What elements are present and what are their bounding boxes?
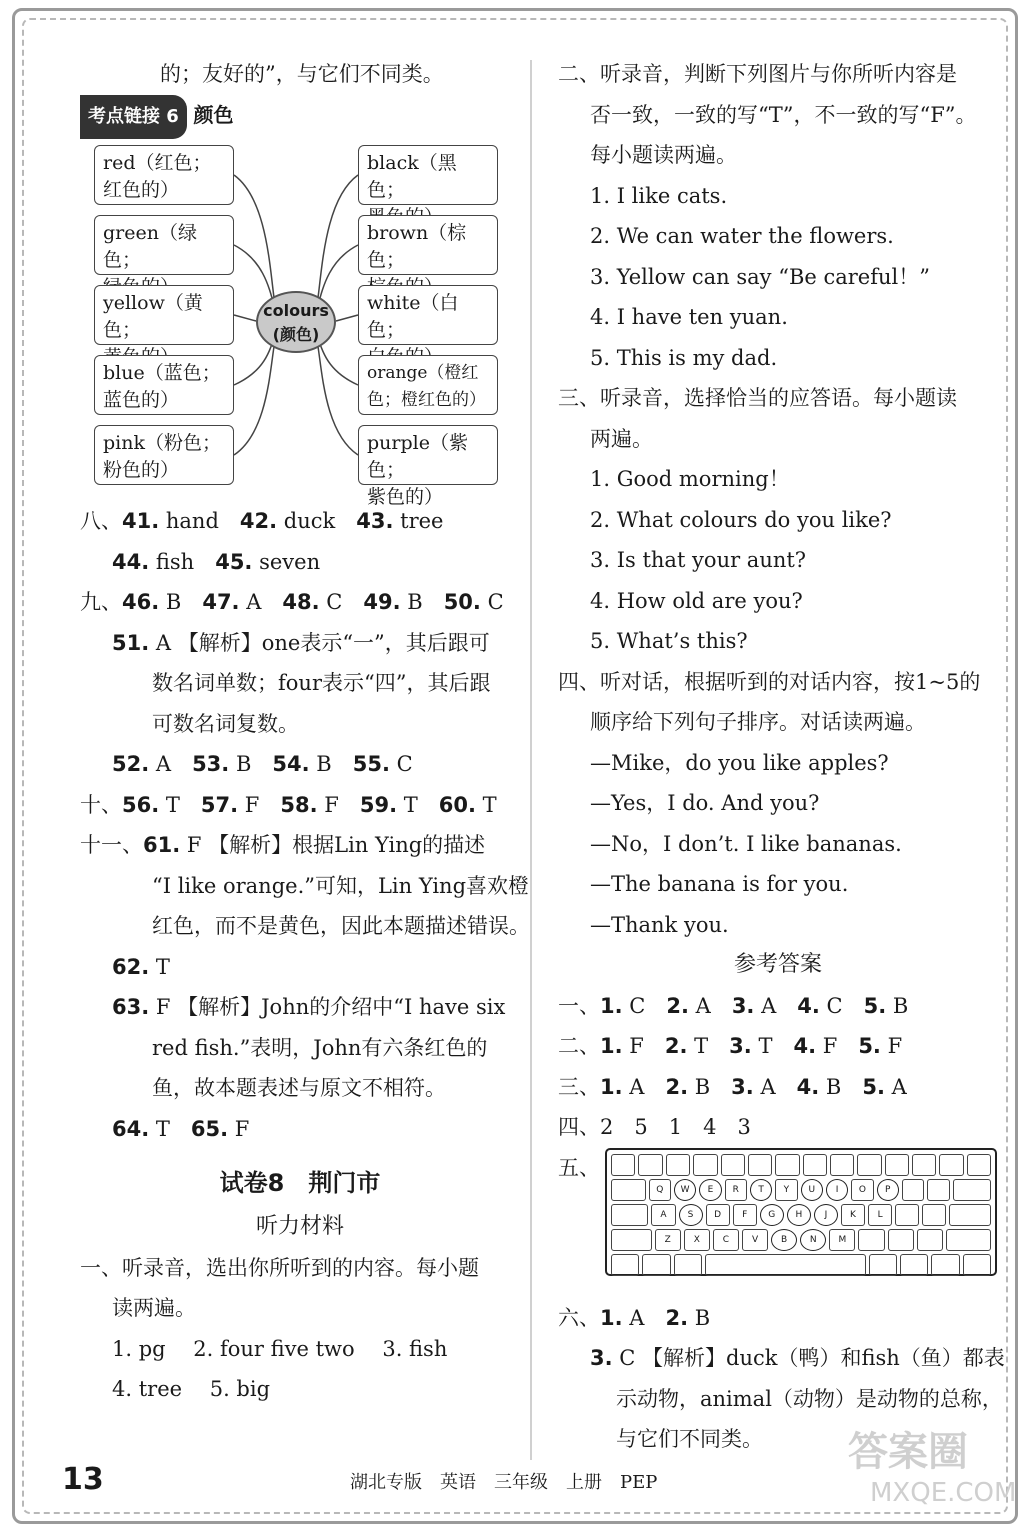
q-ans: A: [695, 993, 711, 1018]
q-num: 3.: [731, 993, 755, 1018]
mm-white-l1: white（白色；: [367, 292, 459, 341]
q-ans: A: [246, 590, 262, 614]
q-num: 3.: [731, 1074, 754, 1099]
keyboard-key: [611, 1179, 646, 1201]
keyboard-key: [857, 1154, 881, 1176]
section-label: 二、: [558, 1034, 600, 1058]
part1-items2: 4. tree 5. big: [112, 1377, 271, 1401]
q-num: 50.: [443, 590, 481, 614]
q-num: 43.: [356, 509, 394, 533]
section-8-row2: [80, 542, 520, 583]
part4-item: —Thank you.: [590, 912, 729, 937]
q-ans: B: [407, 590, 423, 614]
mm-pink-l1: pink（粉色；: [103, 432, 221, 454]
section-label: 八、: [80, 509, 122, 533]
mm-purple-l2: 紫色的）: [367, 486, 444, 508]
answer-row-5: [558, 1148, 998, 1298]
q-num: 46.: [122, 590, 160, 614]
section-label: 六、: [558, 1305, 600, 1330]
part4-item: —Mike，do you like apples?: [590, 750, 889, 775]
keyboard-row-2: [611, 1179, 991, 1201]
q-ans: seven: [259, 549, 321, 574]
keyboard-key: [902, 1179, 924, 1201]
left-column: [80, 54, 530, 1410]
mm-purple-l1: purple（紫色；: [367, 432, 468, 481]
q-ans: C: [326, 590, 343, 614]
keyboard-key-z: Z: [655, 1229, 681, 1251]
q-num: 3.: [729, 1034, 752, 1058]
q-num: 4.: [793, 1034, 817, 1058]
keyboard-key-j: J: [814, 1204, 838, 1226]
mm-red-l1: red（红色；: [103, 152, 212, 174]
watermark-url: MXQE.COM: [870, 1478, 1017, 1508]
keyboard-key-u: U: [801, 1179, 823, 1201]
part2-heading3: 每小题读两遍。: [590, 143, 737, 167]
part3-heading2: 两遍。: [590, 426, 653, 451]
q-num: 54.: [272, 752, 310, 776]
keyboard-key: [869, 1254, 897, 1276]
section-label: 十一、: [80, 833, 143, 857]
keyboard-key-x: X: [684, 1229, 710, 1251]
keyboard-key: [922, 1204, 946, 1226]
part2-heading2: 否一致，一致的写“T”，不一致的写“F”。: [590, 102, 977, 127]
section-label: 九、: [80, 590, 122, 614]
q-num: 2.: [666, 993, 689, 1018]
q-ans: A: [629, 1074, 645, 1099]
q-num: 1.: [600, 1305, 623, 1330]
keyboard-key: [674, 1254, 702, 1276]
q63-text: F 【解析】John的介绍中“I have six: [155, 995, 506, 1019]
q-ans: C: [826, 993, 843, 1018]
keyboard-key: [611, 1154, 635, 1176]
mm-black-l1: black（黑色；: [367, 152, 457, 201]
keyboard-key-d: D: [706, 1204, 730, 1226]
keyboard-key-g: G: [760, 1204, 784, 1226]
q-ans: hand: [165, 509, 219, 533]
section-10: [80, 785, 520, 826]
keyboard-key: [885, 1154, 909, 1176]
keyboard-key-o: O: [851, 1179, 873, 1201]
part3-item: 2. What colours do you like?: [590, 507, 892, 532]
keyboard-key-l: L: [868, 1204, 892, 1226]
q-ans: T: [482, 792, 497, 817]
keyboard-key-e: E: [699, 1179, 721, 1201]
q3-line2: 示动物，animal（动物）是动物的总称，: [616, 1386, 1003, 1411]
keyboard-key: [748, 1154, 772, 1176]
answer-row-2: [558, 1026, 998, 1067]
q63-line3: 鱼，故本题表述与原文不相符。: [152, 1076, 446, 1100]
keyboard-key: [931, 1254, 959, 1276]
q-num: 52.: [112, 752, 150, 776]
colour-mindmap: [80, 141, 500, 508]
mindmap-brown: [358, 215, 498, 275]
keyboard-key: [953, 1179, 992, 1201]
q-ans: B: [235, 752, 252, 776]
keyboard-key: [721, 1154, 745, 1176]
keyboard-key-c: C: [713, 1229, 739, 1251]
part4-item: —The banana is for you.: [590, 872, 849, 896]
part1-heading: 一、听录音，选出你所听到的内容。每小题: [80, 1255, 479, 1280]
keyboard-key: [611, 1254, 639, 1276]
q51-text: A 【解析】one表示“一”，其后跟可: [155, 630, 490, 655]
part3-heading: 三、听录音，选择恰当的应答语。每小题读: [558, 386, 957, 410]
q-ans: B: [694, 1305, 711, 1330]
answer-6-q3: [558, 1338, 1005, 1379]
q-ans: F: [244, 792, 260, 817]
keyboard-key: [967, 1154, 991, 1176]
q-ans: T: [403, 792, 418, 817]
keyboard-key-t: T: [750, 1179, 772, 1201]
q-ans: A: [761, 993, 777, 1018]
q-ans: T: [694, 1034, 709, 1058]
q-num: 60.: [438, 792, 476, 817]
keyboard-spacebar: [705, 1254, 865, 1276]
q-ans: A: [760, 1074, 776, 1099]
q-num: 65.: [190, 1116, 229, 1141]
watermark-logo: 答案圈: [848, 1429, 968, 1475]
section-9-row1: [80, 582, 520, 623]
q-num: 51.: [112, 630, 150, 655]
q-ans: A: [155, 752, 172, 776]
q64-65: [80, 1109, 520, 1150]
mindmap-black: [358, 145, 498, 205]
keyboard-key: [917, 1229, 943, 1251]
q-ans: fish: [155, 549, 195, 574]
q-num: 47.: [202, 590, 240, 614]
q3-line3: 与它们不同类。: [616, 1427, 763, 1451]
keyboard-row-5: [611, 1254, 991, 1276]
keyboard-key-s: S: [679, 1204, 703, 1226]
mm-red-l2: 红色的）: [103, 179, 180, 201]
mindmap-yellow: [94, 285, 234, 345]
keyboard-key-w: W: [674, 1179, 696, 1201]
q-ans: A: [891, 1074, 907, 1099]
mindmap-red: [94, 145, 234, 205]
q-ans: C: [487, 590, 504, 614]
keyboard-key: [803, 1154, 827, 1176]
q-num: 1.: [600, 1074, 623, 1099]
q-num: 48.: [282, 590, 320, 614]
keyboard-diagram: [605, 1148, 997, 1276]
part2-heading: 二、听录音，判断下列图片与你所听内容是: [558, 62, 957, 86]
keyboard-key-f: F: [733, 1204, 757, 1226]
q3-text: C 【解析】duck（鸭）和fish（鱼）都表: [619, 1346, 1005, 1370]
part3-item: 3. Is that your aunt?: [590, 548, 807, 572]
q-num: 53.: [192, 752, 230, 776]
knowledge-link: [80, 95, 520, 140]
mindmap-green: [94, 215, 234, 275]
keyboard-key: [949, 1204, 991, 1226]
q61-text: F 【解析】根据Lin Ying的描述: [186, 833, 486, 857]
q-num: 45.: [215, 549, 253, 574]
q-num: 3.: [590, 1346, 613, 1370]
keyboard-key-m: M: [829, 1229, 855, 1251]
q-ans: C: [629, 993, 646, 1018]
q62: [80, 947, 520, 988]
answer-row-6: [558, 1298, 998, 1339]
section-label: 五、: [558, 1155, 600, 1180]
q-num: 57.: [200, 792, 239, 817]
mm-orange-l2: 色；橙红色的）: [367, 390, 486, 410]
q-num: 5.: [863, 993, 887, 1018]
q-ans: F: [324, 792, 339, 817]
keyboard-key: [946, 1229, 991, 1251]
keyboard-key-b: B: [771, 1229, 797, 1251]
keyboard-key: [638, 1154, 662, 1176]
section-label: 四、: [558, 1115, 600, 1139]
keyboard-key: [858, 1229, 884, 1251]
q-num: 42.: [239, 509, 278, 533]
mindmap-orange: [358, 355, 498, 415]
q-ans: F: [887, 1034, 903, 1058]
q-ans: F: [822, 1034, 838, 1058]
knowledge-tag: 考点链接 6: [80, 95, 187, 140]
part3-item: 1. Good morning！: [590, 467, 790, 491]
q-num: 58.: [280, 792, 318, 817]
answer-row-3: [558, 1067, 998, 1108]
answer-row-4: [558, 1107, 998, 1148]
knowledge-title: 颜色: [193, 102, 234, 127]
q-num: 5.: [858, 1034, 881, 1058]
q-ans: T: [165, 792, 180, 817]
right-column: [558, 54, 1005, 1460]
mindmap-white: [358, 285, 498, 345]
keyboard-key-a: A: [651, 1204, 675, 1226]
q-ans: duck: [283, 509, 336, 533]
mindmap-center: [256, 291, 336, 353]
keyboard-key: [830, 1154, 854, 1176]
q-ans: B: [165, 590, 182, 614]
keyboard-key: [611, 1204, 648, 1226]
q61-line2: “I like orange.”可知，Lin Ying喜欢橙: [152, 873, 530, 898]
q-num: 41.: [122, 509, 160, 533]
part3-item: 5. What’s this?: [590, 629, 748, 653]
page-number: 13: [62, 1462, 104, 1497]
mm-center-en: colours: [263, 301, 329, 320]
answer-title: 参考答案: [733, 952, 822, 977]
part4-heading: 四、听对话，根据听到的对话内容，按1~5的: [558, 669, 981, 694]
q-num: 62.: [112, 954, 150, 979]
keyboard-key-r: R: [725, 1179, 747, 1201]
section-label: 十、: [80, 792, 122, 817]
q-num: 63.: [112, 995, 150, 1019]
q-ans: tree: [400, 509, 444, 533]
q-ans: T: [155, 1116, 170, 1141]
mm-pink-l2: 粉色的）: [103, 459, 180, 481]
q-num: 4.: [797, 993, 820, 1018]
q-num: 1.: [600, 1034, 623, 1058]
keyboard-key: [775, 1154, 799, 1176]
part2-item: 1. I like cats.: [590, 183, 728, 208]
mm-blue-l2: 蓝色的）: [103, 389, 180, 411]
q-num: 4.: [796, 1074, 820, 1099]
keyboard-row-3: [611, 1204, 991, 1226]
q-ans: F: [629, 1034, 644, 1058]
keyboard-key-h: H: [787, 1204, 811, 1226]
q61: [80, 825, 520, 866]
q-num: 59.: [359, 792, 398, 817]
part4-item: —No，I don’t. I like bananas.: [590, 831, 902, 856]
keyboard-key: [642, 1254, 670, 1276]
q-ans: T: [758, 1034, 773, 1058]
q-ans: T: [155, 954, 170, 979]
q63: [80, 987, 520, 1028]
q-num: 49.: [363, 590, 401, 614]
q-num: 2.: [665, 1074, 689, 1099]
keyboard-key: [888, 1229, 914, 1251]
mm-brown-l1: brown（棕色；: [367, 222, 467, 271]
keyboard-row-1: [611, 1154, 991, 1176]
keyboard-key: [666, 1154, 690, 1176]
q51: [80, 623, 520, 664]
q-ans: F: [234, 1116, 250, 1141]
keyboard-key-y: Y: [775, 1179, 797, 1201]
section-9-row2: [80, 744, 520, 785]
q-num: 2.: [665, 1305, 689, 1330]
part1-items1: 1. pg 2. four five two 3. fish: [112, 1336, 448, 1361]
q-ans: B: [316, 752, 332, 776]
listening-title: 听力材料: [255, 1214, 344, 1239]
q-num: 44.: [112, 549, 150, 574]
footer-info: 湖北专版 英语 三年级 上册 PEP: [350, 1472, 658, 1493]
mm-yellow-l1: yellow（黄色；: [103, 292, 203, 341]
q-ans: B: [892, 993, 909, 1018]
part2-item: 4. I have ten yuan.: [590, 305, 788, 329]
mm-green-l1: green（绿色；: [103, 222, 197, 271]
part2-item: 5. This is my dad.: [590, 345, 778, 370]
q61-line3: 红色，而不是黄色，因此本题描述错误。: [152, 914, 530, 938]
q-ans: 2 5 1 4 3: [600, 1115, 751, 1139]
keyboard-key: [895, 1204, 919, 1226]
mindmap-purple: [358, 425, 498, 508]
keyboard-key-v: V: [742, 1229, 768, 1251]
q-num: 55.: [352, 752, 390, 776]
part3-item: 4. How old are you?: [590, 588, 803, 613]
q-ans: A: [629, 1305, 645, 1330]
continuation-text: 的；友好的”，与它们不同类。: [160, 62, 444, 86]
keyboard-key: [912, 1154, 936, 1176]
part4-item: —Yes，I do. And you?: [590, 791, 820, 815]
q-num: 64.: [112, 1116, 150, 1141]
q63-line2: red fish.”表明，John有六条红色的: [152, 1035, 488, 1060]
mm-center-cn: (颜色): [272, 325, 320, 344]
paper-title: 试卷8 荆门市: [219, 1169, 381, 1197]
keyboard-key: [963, 1254, 991, 1276]
q-num: 1.: [600, 993, 623, 1018]
keyboard-key-i: I: [826, 1179, 848, 1201]
section-label: 一、: [558, 993, 600, 1018]
part1-heading2: 读两遍。: [112, 1296, 196, 1320]
keyboard-key-p: P: [877, 1179, 899, 1201]
keyboard-key-q: Q: [649, 1179, 671, 1201]
mm-blue-l1: blue（蓝色；: [103, 362, 221, 384]
q-ans: B: [825, 1074, 842, 1099]
column-divider: [530, 60, 532, 1460]
keyboard-key-k: K: [841, 1204, 865, 1226]
part4-heading2: 顺序给下列句子排序。对话读两遍。: [590, 710, 926, 734]
part2-item: 2. We can water the flowers.: [590, 224, 894, 248]
part2-item: 3. Yellow can say “Be careful！”: [590, 264, 930, 289]
q-ans: B: [694, 1074, 711, 1099]
keyboard-key: [939, 1154, 963, 1176]
q-num: 5.: [862, 1074, 885, 1099]
keyboard-key: [611, 1229, 652, 1251]
q-ans: C: [396, 752, 413, 776]
keyboard-key: [927, 1179, 949, 1201]
mindmap-blue: [94, 355, 234, 415]
answer-row-1: [558, 986, 998, 1027]
keyboard-key: [900, 1254, 928, 1276]
keyboard-key-n: N: [800, 1229, 826, 1251]
section-label: 三、: [558, 1074, 600, 1099]
q-num: 2.: [664, 1034, 688, 1058]
mindmap-pink: [94, 425, 234, 485]
q-num: 61.: [143, 833, 181, 857]
q51-line3: 可数名词复数。: [152, 711, 299, 736]
keyboard-key: [693, 1154, 717, 1176]
q51-line2: 数名词单数；four表示“四”，其后跟: [152, 671, 491, 695]
keyboard-row-4: [611, 1229, 991, 1251]
mm-orange-l1: orange（橙红: [367, 363, 479, 383]
q-num: 56.: [122, 792, 160, 817]
